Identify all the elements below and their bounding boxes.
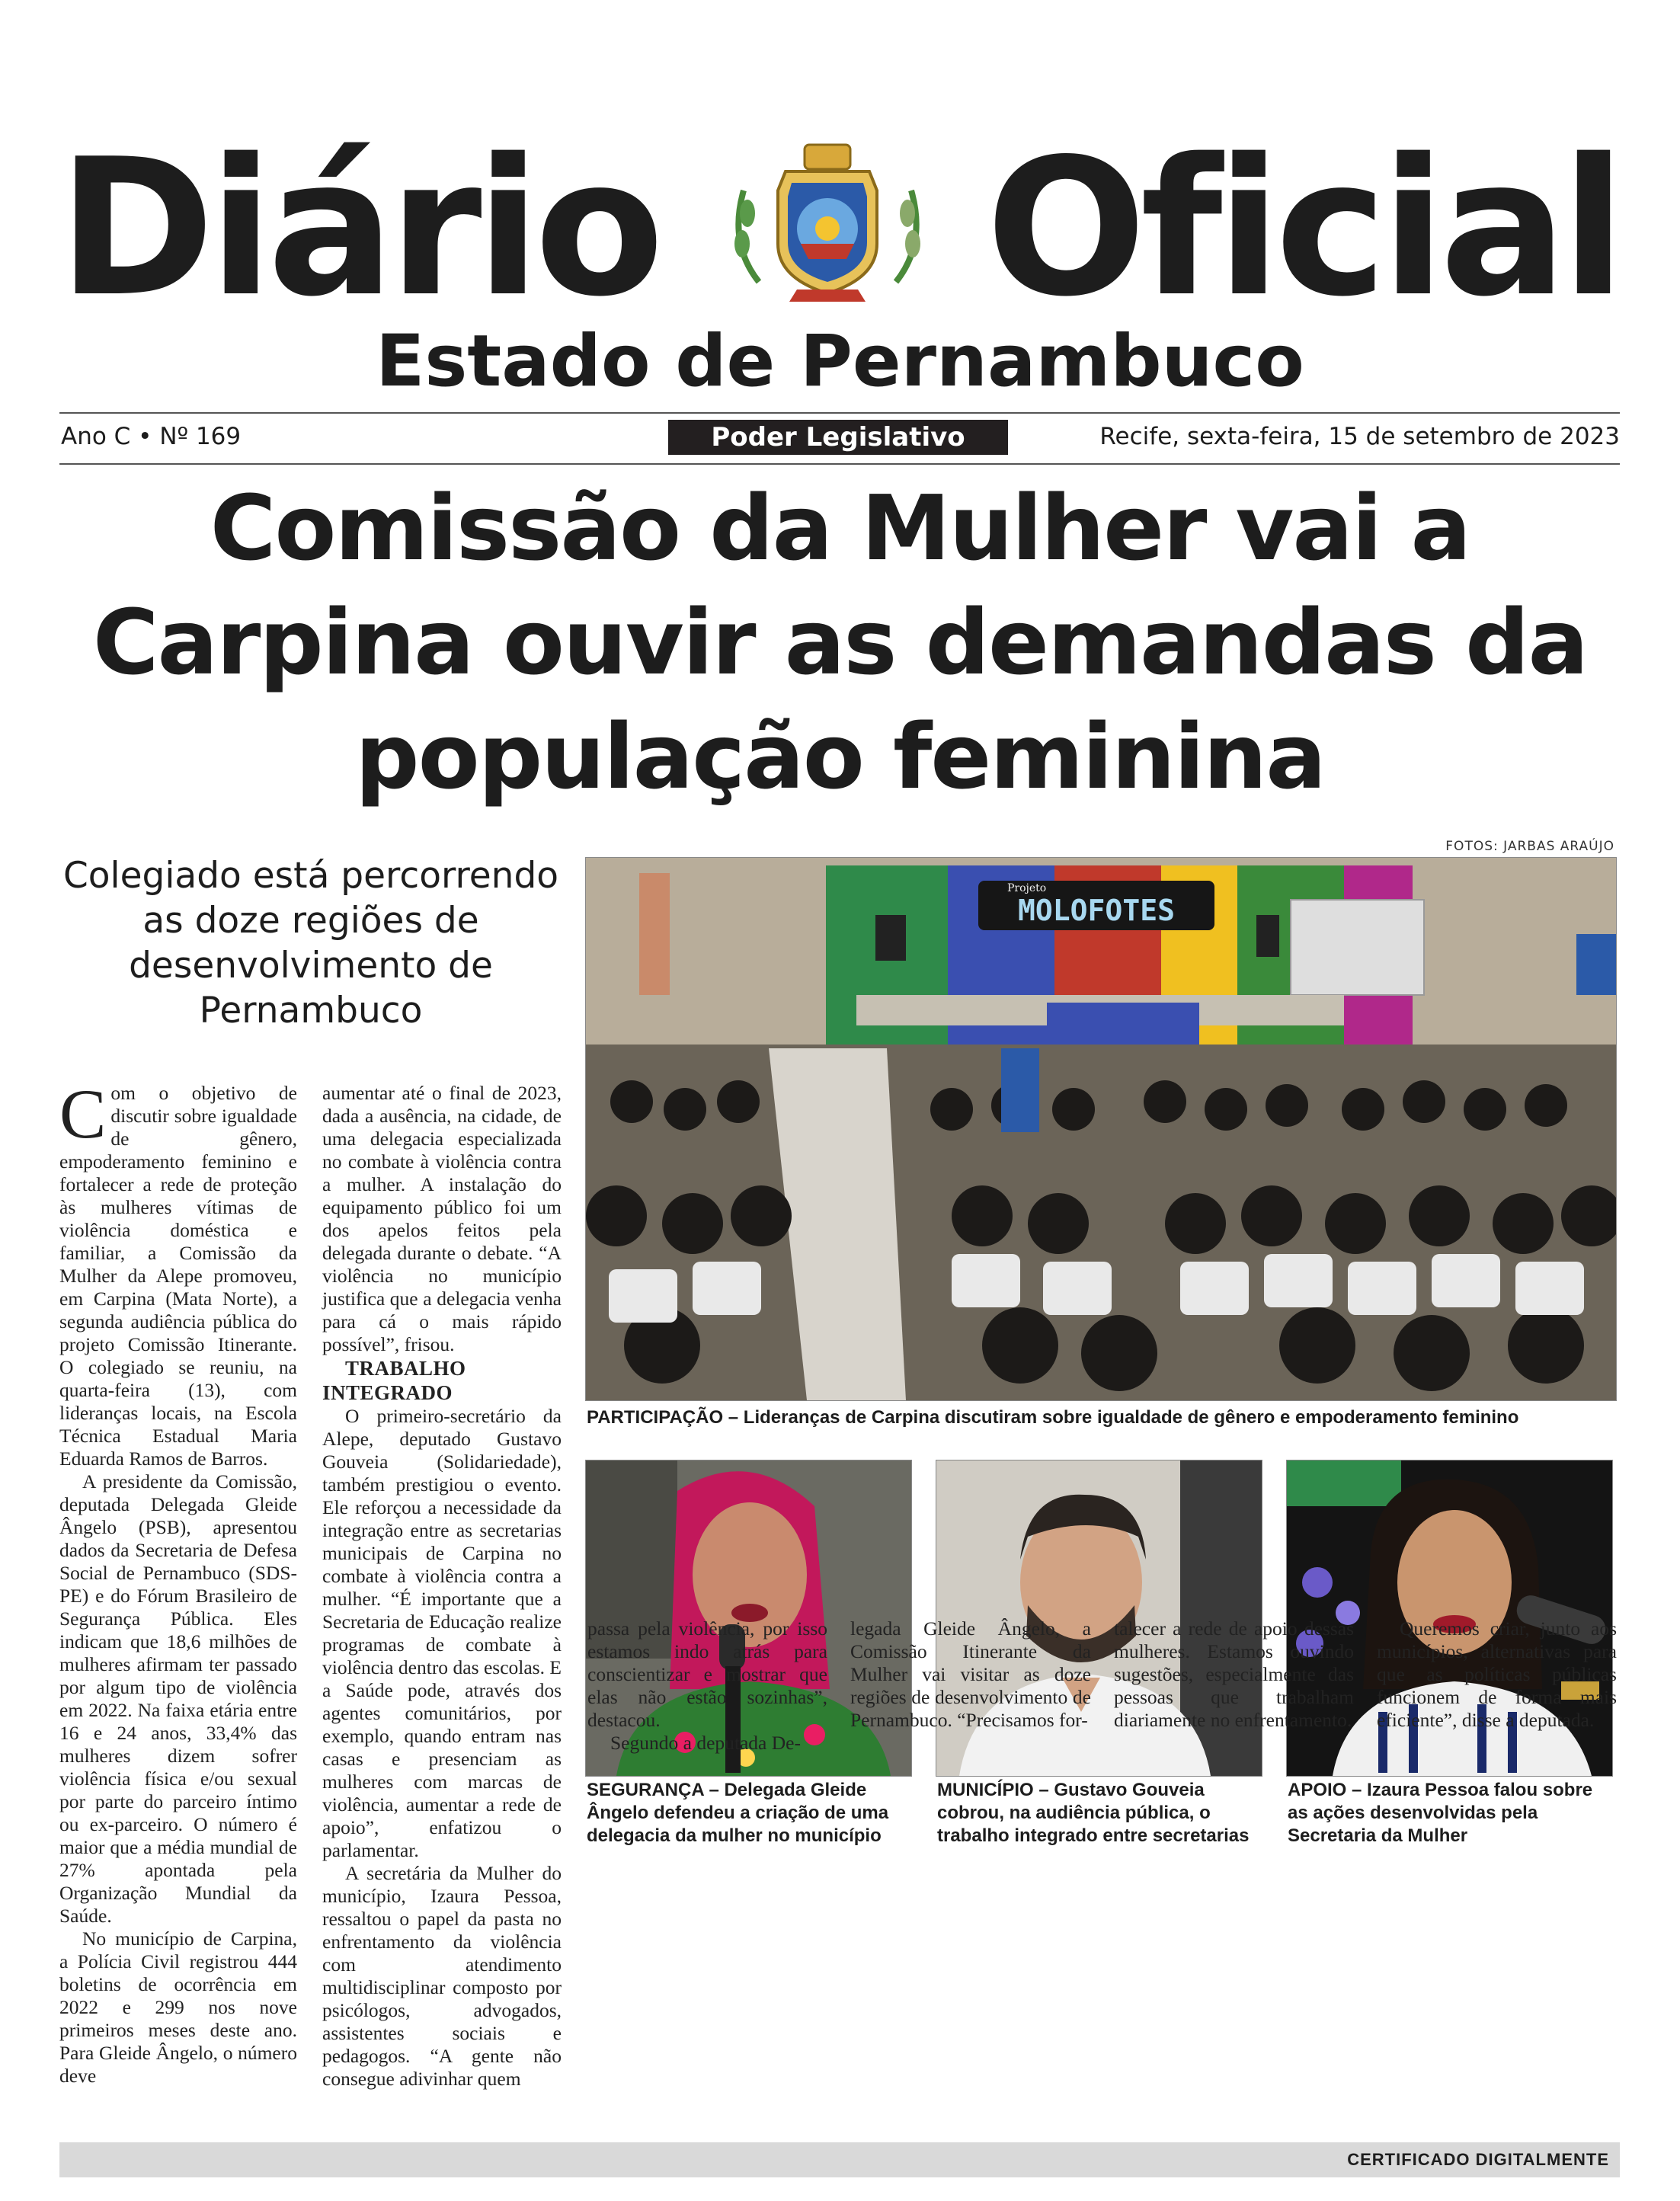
article-column-6 — [1377, 1617, 1617, 1732]
headline: Comissão da Mulher vai a Carpina ouvir as demandas da população feminina — [92, 475, 1588, 809]
article-column-2 — [322, 1082, 562, 2091]
paragraph: Segundo a deputada De- — [610, 1732, 801, 1754]
masthead-subtitle: Estado de Pernambuco — [376, 320, 1304, 403]
main-photo-caption: PARTICIPAÇÃO – Lideranças de Carpina discutiram sobre igualdade de gênero e empoderamento feminino — [587, 1407, 1519, 1428]
masthead-title-left: Diário — [58, 119, 658, 338]
paragraph: Queremos criar, junto aos municípios, alternativas para que as políticas públicas funcionem de forma mais eficiente”, disse a deputada. — [1377, 1617, 1617, 1731]
article-column-3 — [587, 1617, 827, 1755]
divider-top — [59, 412, 1620, 414]
dateline: Recife, sexta-feira, 15 de setembro de 2023 — [1099, 423, 1620, 450]
paragraph: aumentar até o final de 2023, dada a ausência, na cidade, de uma delegacia especializada no combate à violência contra a mulher. A instalação do equipamento público foi um dos apelos feitos pela delegada durante o debate. “A violência no município justifica que a delegacia venha para cá o mais rápido possível”, frisou. — [322, 1082, 562, 1355]
photo-izaura-caption: APOIO – Izaura Pessoa falou sobre as ações desenvolvidas pela Secretaria da Mulher — [1288, 1780, 1593, 1846]
banner-label: Projeto — [1007, 882, 1047, 894]
photo-gleide-caption: SEGURANÇA – Delegada Gleide Ângelo defendeu a criação de uma delegacia da mulher no município — [587, 1780, 889, 1846]
certified-label: CERTIFICADO DIGITALMENTE — [1347, 2150, 1609, 2169]
photo-gustavo-caption: MUNICÍPIO – Gustavo Gouveia cobrou, na audiência pública, o trabalho integrado entre secretarias — [937, 1780, 1250, 1846]
paragraph: passa pela violência, por isso estamos indo atrás para conscientizar e mostrar que elas não estão sozinhas”, destacou. — [587, 1617, 827, 1731]
issue-number: Ano C • Nº 169 — [61, 423, 242, 450]
paragraph: A presidente da Comissão, deputada Delegada Gleide Ângelo (PSB), apresentou dados da Secretaria de Defesa Social de Pernambuco (SDS-PE) e do Fórum Brasileiro de Segurança Pública. Eles indicam que 18,6 milhões de mulheres afirmam ter passado por algum tipo de violência em 2022. Na faixa etária entre 16 e 24 anos, 33,4% das mulheres dizem sofrer violência física e/ou sexual por parte do parceiro íntimo ou ex-parceiro. O número é maior que a média mundial de 27% apontada pela Organização Mundial da Saúde. — [59, 1470, 297, 1927]
footer-bar — [59, 2142, 1620, 2177]
paragraph: A secretária da Mulher do município, Izaura Pessoa, ressaltou o papel da pasta no enfrentamento da violência com atendimento multidisciplinar composto por psicólogos, advogados, assistentes sociais e pedagogos. “A gente não consegue adivinhar quem — [322, 1862, 562, 2090]
paragraph: No município de Carpina, a Polícia Civil registrou 444 boletins de ocorrência em 2022 e 299 nos nove primeiros meses deste ano. Para Gleide Ângelo, o número deve — [59, 1927, 297, 2087]
divider-bottom — [59, 463, 1620, 465]
pernambuco-coat-of-arms-icon — [713, 130, 942, 305]
paragraph: O primeiro-secretário da Alepe, deputado Gustavo Gouveia (Solidariedade), também prestigiou o evento. Ele reforçou a necessidade da integração entre as secretarias municipais de Carpina no combate à violência contra a mulher. “É importante que a Secretaria de Educação realize programas de combate à violência dentro das escolas. E a Saúde pode, através dos agentes comunitários, por exemplo, quando entram nas casas e presenciam as mulheres com marcas de violência, aumentar a rede de apoio”, enfatizou o parlamentar. — [322, 1405, 562, 1861]
drop-cap: C — [59, 1075, 107, 1153]
subhead: TRABALHO INTEGRADO — [322, 1357, 466, 1404]
masthead — [58, 119, 1620, 338]
masthead-title-right: Oficial — [985, 119, 1620, 338]
article-column-4 — [850, 1617, 1091, 1732]
paragraph: om o objetivo de discutir sobre igualdade de gênero, empoderamento feminino e fortalecer a rede de proteção às mulheres vítimas de violência doméstica e familiar, a Comissão da Mulher da Alepe promoveu, em Carpina (Mata Norte), a segunda audiência pública do projeto Comissão Itinerante. O colegiado se reuniu, na quarta-feira (13), com lideranças locais, na Escola Técnica Estadual Maria Eduarda Ramos de Barros. — [59, 1082, 297, 1470]
deck: Colegiado está percorrendo as doze regiões de desenvolvimento de Pernambuco — [62, 855, 559, 1032]
article-column-1 — [59, 1075, 297, 2087]
photo-credit: FOTOS: JARBAS ARAÚJO — [1445, 839, 1614, 854]
section-badge: Poder Legislativo — [668, 420, 1008, 455]
article-column-5 — [1114, 1617, 1354, 1732]
paragraph: legada Gleide Ângelo, a Comissão Itinerante da Mulher vai visitar as doze regiões de desenvolvimento de Pernambuco. “Precisamos for- — [850, 1617, 1091, 1731]
main-photo — [585, 857, 1617, 1401]
banner-title: MOLOFOTES — [1018, 894, 1175, 927]
paragraph: talecer a rede de apoio dessas mulheres. Estamos ouvindo sugestões, especialmente das pessoas que trabalham diariamente no enfrentamento. — [1114, 1617, 1354, 1731]
